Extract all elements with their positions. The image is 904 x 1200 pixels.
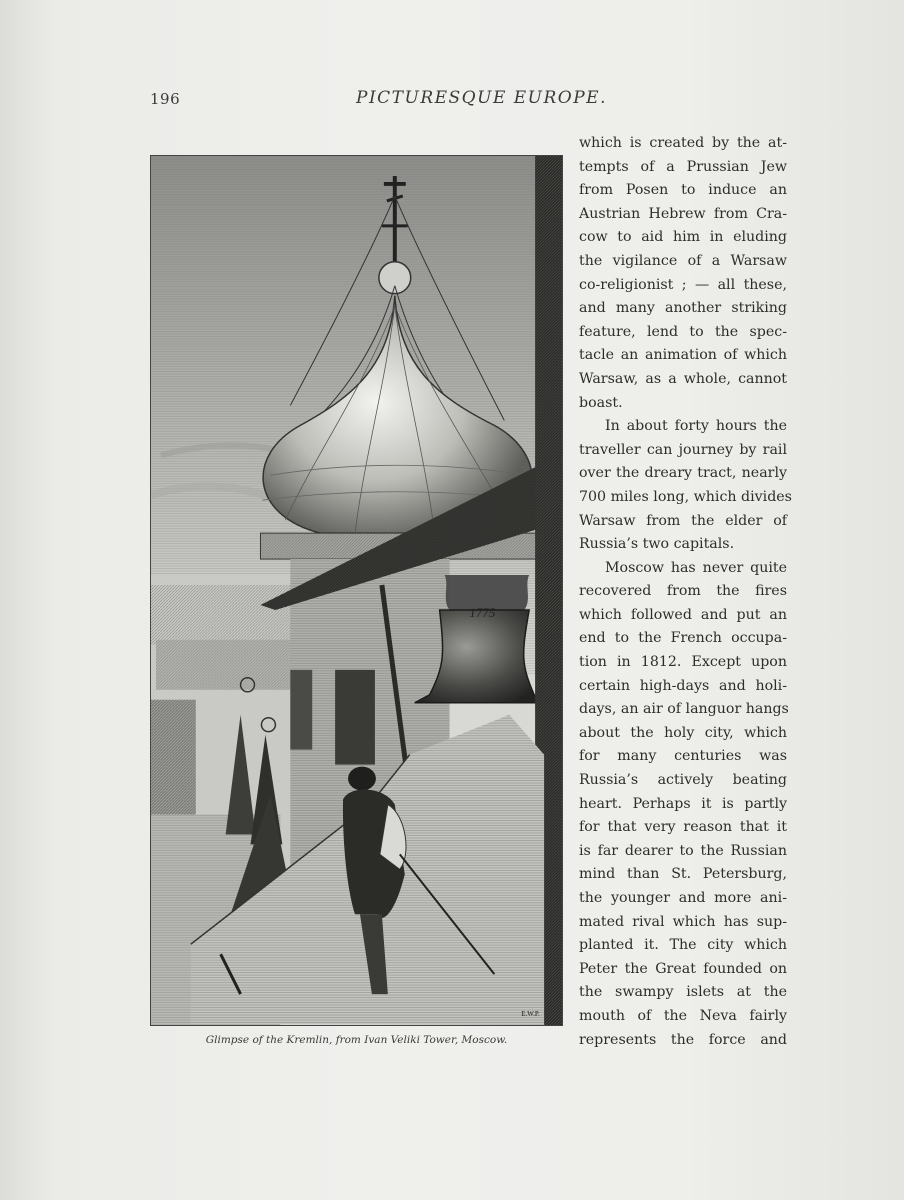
body-text-line: end to the French occupa- [579, 630, 787, 647]
body-text-line: boast. [579, 394, 623, 411]
body-text-line: 700 miles long, which divides [579, 488, 792, 505]
body-text-line: is far dearer to the Russian [579, 842, 787, 859]
body-text-line: days, an air of languor hangs [579, 701, 789, 718]
body-text-line: represents the force and [579, 1031, 787, 1048]
body-text-line: for that very reason that it [579, 819, 787, 836]
body-text-line: the swampy islets at the [579, 984, 787, 1001]
engraving-illustration [150, 155, 563, 1026]
body-text-line: feature, lend to the spec- [579, 323, 787, 340]
body-text-line: planted it. The city which [579, 937, 787, 954]
body-text-line: In about forty hours the [605, 418, 787, 435]
body-text-line: Russia’s two capitals. [579, 536, 735, 553]
body-text-line: co-religionist ; — all these, [579, 276, 787, 293]
body-text-line: which is created by the at- [579, 135, 787, 151]
body-text-column [579, 132, 792, 1052]
illustration-caption: Glimpse of the Kremlin, from Ivan Veliki Tower, Moscow. [205, 1034, 508, 1046]
body-text-line: which followed and put an [579, 606, 787, 623]
bell-date: 1775 [469, 604, 496, 620]
body-text-line: certain high-days and holi- [579, 677, 787, 694]
body-text-line: mind than St. Petersburg, [579, 866, 787, 883]
body-text-line: Austrian Hebrew from Cra- [579, 205, 787, 222]
body-text-line: for many centuries was [579, 748, 787, 765]
body-text-line: tion in 1812. Except upon [579, 654, 787, 671]
body-text-line: recovered from the fires [579, 583, 787, 600]
running-head: PICTURESQUE EUROPE. [356, 88, 607, 108]
engraver-signature: E.W.P. [521, 1010, 540, 1019]
body-text-line: Peter the Great founded on [579, 960, 787, 977]
body-text-line: mouth of the Neva fairly [579, 1007, 787, 1024]
page-number: 196 [150, 90, 181, 108]
body-text-line: Warsaw, as a whole, cannot [579, 370, 787, 387]
engraving-art [151, 156, 562, 1025]
body-text-line: Russia’s actively beating [579, 772, 787, 789]
body-text-line: and many another striking [579, 300, 787, 317]
body-text-line: over the dreary tract, nearly [579, 465, 787, 482]
body-text-line: tempts of a Prussian Jew [579, 158, 787, 175]
body-text-line: Moscow has never quite [605, 559, 787, 576]
body-text-line: from Posen to induce an [579, 182, 787, 199]
body-text-line: about the holy city, which [579, 724, 787, 741]
body-text-line: traveller can journey by rail [579, 441, 787, 458]
body-text-line: tacle an animation of which [579, 347, 787, 364]
body-text-line: heart. Perhaps it is partly [579, 795, 787, 812]
body-text-line: cow to aid him in eluding [579, 229, 787, 246]
body-text-line: Warsaw from the elder of [579, 512, 787, 529]
body-text-line: the vigilance of a Warsaw [579, 252, 787, 269]
body-text-line: mated rival which has sup- [579, 913, 787, 930]
body-text-line: the younger and more ani- [579, 890, 787, 906]
